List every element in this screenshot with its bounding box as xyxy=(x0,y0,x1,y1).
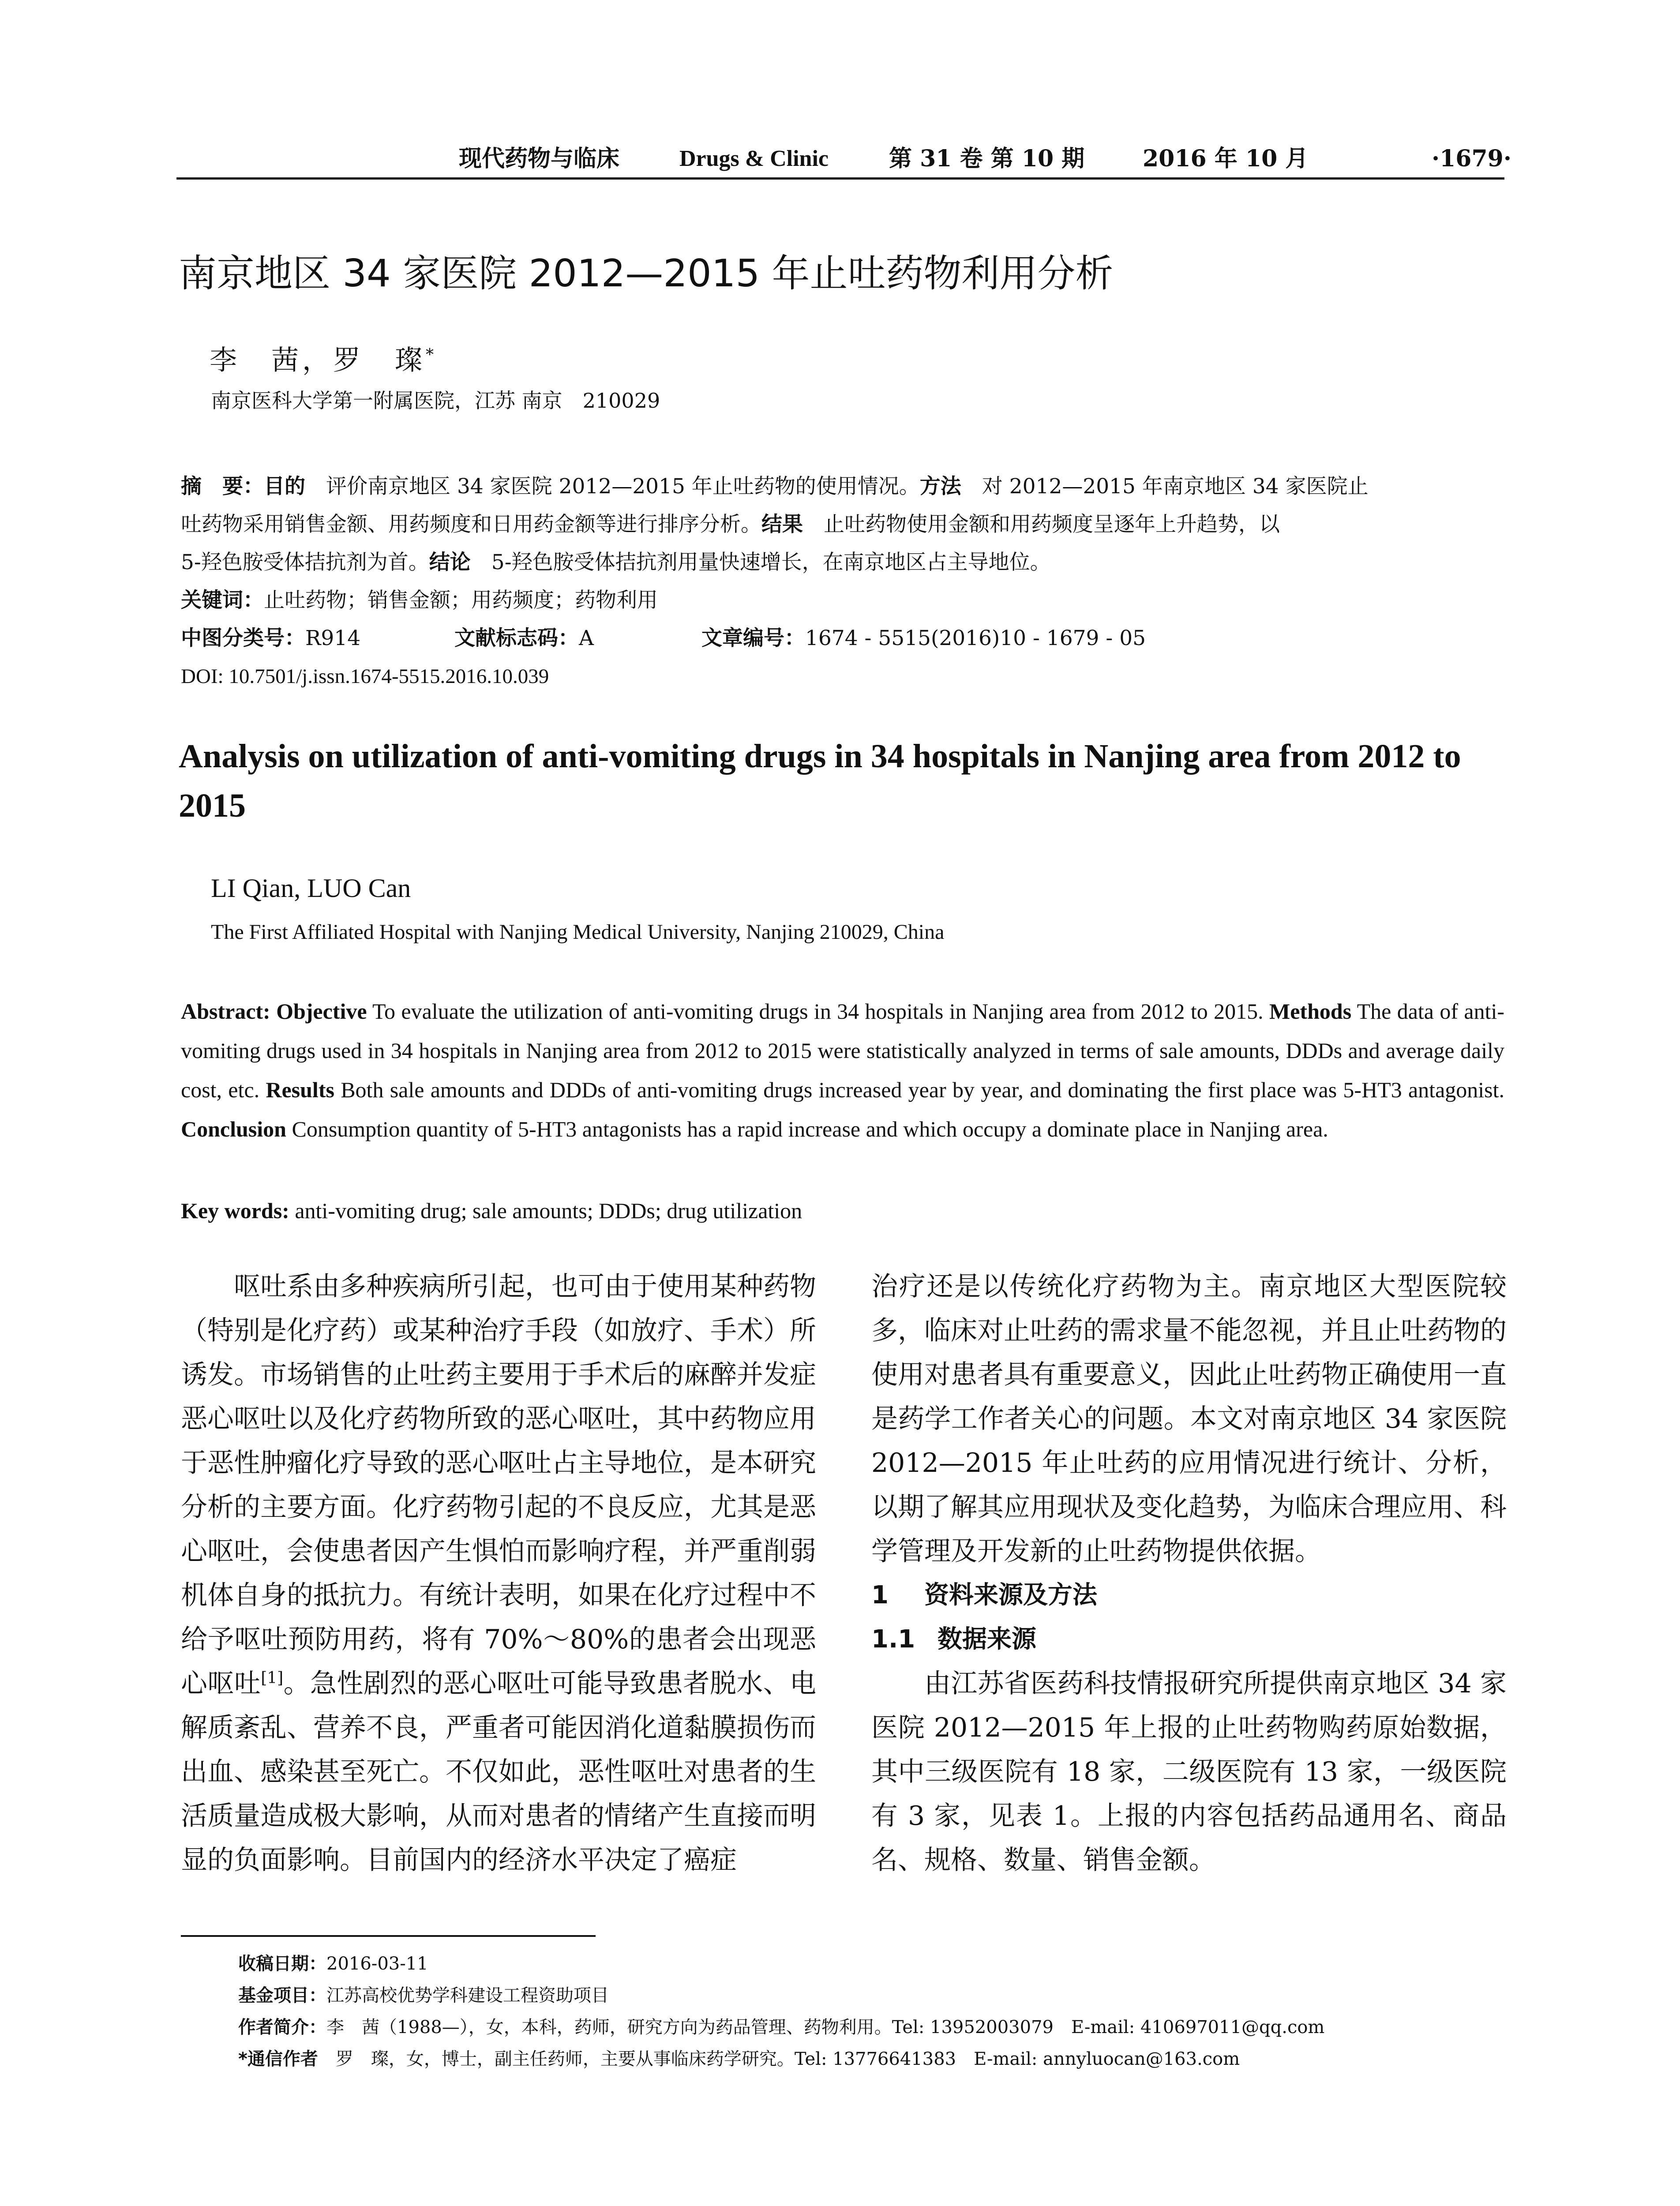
authors-cn xyxy=(210,335,434,380)
footnote-author-bio xyxy=(238,2011,1504,2043)
abstract-cn-result-label: 结果 xyxy=(761,512,803,536)
issue-date: 2016 年 10 月 xyxy=(1143,145,1309,172)
keywords-cn-label: 关键词： xyxy=(181,588,264,612)
doc-code-value: A xyxy=(579,626,594,650)
section-number: 1 xyxy=(871,1581,889,1609)
keywords-en xyxy=(181,1191,802,1231)
abstract-cn-method-cont: 吐药物采用销售金额、用药频度和日用药金额等进行排序分析。 xyxy=(181,512,761,536)
clc-value: R914 xyxy=(305,626,361,650)
abstract-en xyxy=(181,992,1504,1149)
affiliation-cn: 南京医科大学第一附属医院，江苏 南京 210029 xyxy=(211,389,660,413)
section-title: 资料来源及方法 xyxy=(924,1581,1097,1609)
abstract-cn-label: 摘 要：目的 xyxy=(181,474,305,499)
doc-code-label: 文献标志码： xyxy=(454,626,579,650)
abstract-en-objective: To evaluate the utilization of anti-vomiting drugs in 34 hospitals in Nanjing area from 2012 to 2015. xyxy=(367,999,1270,1024)
abstract-en-methods: The data of anti-vomiting drugs used in 34 hospitals in Nanjing area from 2012 to 2015 were statistically analyzed in terms of sale amounts, DDDs and average daily cost, etc. xyxy=(181,999,1504,1102)
volume-issue: 第 31 卷 第 10 期 xyxy=(889,145,1085,172)
author-bio-text: 李 茜（1988—），女，本科，药师，研究方向为药品管理、药物利用。Tel: 13952003079 E-mail: 410697011@qq.com xyxy=(326,2017,1325,2037)
citation-ref[interactable]: [1] xyxy=(261,1669,284,1687)
title-en: Analysis on utilization of anti-vomiting drugs in 34 hospitals in Nanjing area from 2012 to 2015 xyxy=(179,738,1461,824)
authors-cn-names: 李 茜，罗 璨 xyxy=(210,344,426,376)
abstract-cn-line-2 xyxy=(181,506,1504,544)
fund-label: 基金项目： xyxy=(238,1985,326,2006)
abstract-cn-conclusion: 5-羟色胺受体拮抗剂用量快速增长，在南京地区占主导地位。 xyxy=(470,550,1051,574)
abstract-cn-line-3 xyxy=(181,544,1504,582)
affiliation-en: The First Affiliated Hospital with Nanjing Medical University, Nanjing 210029, China xyxy=(211,920,945,944)
keywords-en-label: Key words: xyxy=(181,1198,289,1223)
subsection-number: 1.1 xyxy=(871,1625,915,1654)
article-number-value: 1674 - 5515(2016)10 - 1679 - 05 xyxy=(805,626,1146,650)
article-number-label: 文章编号： xyxy=(701,626,805,650)
clc-label: 中图分类号： xyxy=(181,626,305,650)
abstract-en-methods-label: Methods xyxy=(1269,999,1352,1024)
author-bio-label: 作者简介： xyxy=(238,2017,326,2037)
page-number: ·1679· xyxy=(1432,145,1511,172)
abstract-en-results: Both sale amounts and DDDs of anti-vomiting drugs increased year by year, and dominating the first place was 5-HT3 antagonist. xyxy=(334,1077,1505,1102)
abstract-en-conclusion: Consumption quantity of 5-HT3 antagonists has a rapid increase and which occupy a dominate place in Nanjing area. xyxy=(286,1117,1328,1141)
footnote-corresponding xyxy=(238,2043,1504,2075)
journal-name-en: Drugs & Clinic xyxy=(679,146,829,171)
abstract-cn-conclusion-label: 结论 xyxy=(429,550,471,574)
classification-line xyxy=(181,619,1504,657)
keywords-en-text: anti-vomiting drug; sale amounts; DDDs; drug utilization xyxy=(289,1198,802,1223)
doi: DOI: 10.7501/j.issn.1674-5515.2016.10.039 xyxy=(181,665,549,688)
abstract-en-results-label: Results xyxy=(266,1077,334,1102)
body-column-left xyxy=(181,1264,816,1882)
received-label: 收稿日期： xyxy=(238,1954,326,1974)
doc-code xyxy=(454,619,594,657)
body-text: 。急性剧烈的恶心呕吐可能导致患者脱水、电解质紊乱、营养不良，严重者可能因消化道黏膜损伤而出血、感染甚至死亡。不仅如此，恶性呕吐对患者的生活质量造成极大影响，从而对患者的情绪产生直接而明显的负面影响。目前国内的经济水平决定了癌症 xyxy=(181,1668,817,1876)
abstract-cn-result-cont: 5-羟色胺受体拮抗剂为首。 xyxy=(181,550,429,574)
running-header xyxy=(176,141,1511,176)
footnote-rule xyxy=(181,1935,596,1937)
footnote-received xyxy=(238,1948,1504,1980)
title-cn: 南京地区 34 家医院 2012—2015 年止吐药物利用分析 xyxy=(179,251,1114,296)
article-number xyxy=(701,619,1146,657)
fund-text: 江苏高校优势学科建设工程资助项目 xyxy=(326,1985,609,2006)
abstract-cn-objective: 评价南京地区 34 家医院 2012—2015 年止吐药物的使用情况。 xyxy=(305,474,920,499)
abstract-cn-result: 止吐药物使用金额和用药频度呈逐年上升趋势，以 xyxy=(803,512,1280,536)
body-paragraph: 治疗还是以传统化疗药物为主。南京地区大型医院较多，临床对止吐药的需求量不能忽视，并且止吐药物的使用对患者具有重要意义，因此止吐药物正确使用一直是药学工作者关心的问题。本文对南京地区 34 家医院 2012—2015 年止吐药的应用情况进行统计、分析，以期了解其应用现状及变化趋势，为临床合理应用、科学管理及开发新的止吐药物提供依据。 xyxy=(871,1271,1507,1567)
subsection-heading xyxy=(871,1617,1507,1662)
abstract-cn-method: 对 2012—2015 年南京地区 34 家医院止 xyxy=(961,474,1369,499)
body-column-right xyxy=(871,1264,1507,1882)
received-date: 2016-03-11 xyxy=(326,1954,428,1974)
header-rule xyxy=(176,177,1504,180)
footnotes xyxy=(238,1948,1504,2075)
footnote-fund xyxy=(238,1980,1504,2011)
body-text: 呕吐系由多种疾病所引起，也可由于使用某种药物（特别是化疗药）或某种治疗手段（如放疗、手术）所诱发。市场销售的止吐药主要用于手术后的麻醉并发症恶心呕吐以及化疗药物所致的恶心呕吐，其中药物应用于恶性肿瘤化疗导致的恶心呕吐占主导地位，是本研究分析的主要方面。化疗药物引起的不良反应，尤其是恶心呕吐，会使患者因产生惧怕而影响疗程，并严重削弱机体自身的抵抗力。有统计表明，如果在化疗过程中不给予呕吐预防用药，将有 70%～80%的患者会出现恶心呕吐 xyxy=(181,1271,816,1699)
body-paragraph: 由江苏省医药科技情报研究所提供南京地区 34 家医院 2012—2015 年上报的止吐药物购药原始数据，其中三级医院有 18 家，二级医院有 13 家，一级医院有 3 家，见表 1。上报的内容包括药品通用名、商品名、规格、数量、销售金额。 xyxy=(871,1668,1507,1876)
abstract-cn-method-label: 方法 xyxy=(919,474,961,499)
authors-en: LI Qian, LUO Can xyxy=(211,874,411,903)
section-heading xyxy=(871,1573,1507,1617)
corresponding-text: 罗 璨，女，博士，副主任药师，主要从事临床药学研究。Tel: 13776641383 E-mail: annyluocan@163.com xyxy=(318,2049,1240,2069)
corresponding-label: *通信作者 xyxy=(238,2049,318,2069)
corresponding-mark: * xyxy=(426,346,434,364)
keywords-cn-text: 止吐药物；销售金额；用药频度；药物利用 xyxy=(264,588,658,612)
abstract-cn-line-1 xyxy=(181,468,1504,506)
abstract-en-conclusion-label: Conclusion xyxy=(181,1117,286,1141)
subsection-title: 数据来源 xyxy=(938,1625,1036,1654)
abstract-en-label: Abstract: Objective xyxy=(181,999,367,1024)
journal-name-cn: 现代药物与临床 xyxy=(459,145,620,172)
body-paragraph xyxy=(181,1264,816,1882)
keywords-cn xyxy=(181,582,1504,619)
